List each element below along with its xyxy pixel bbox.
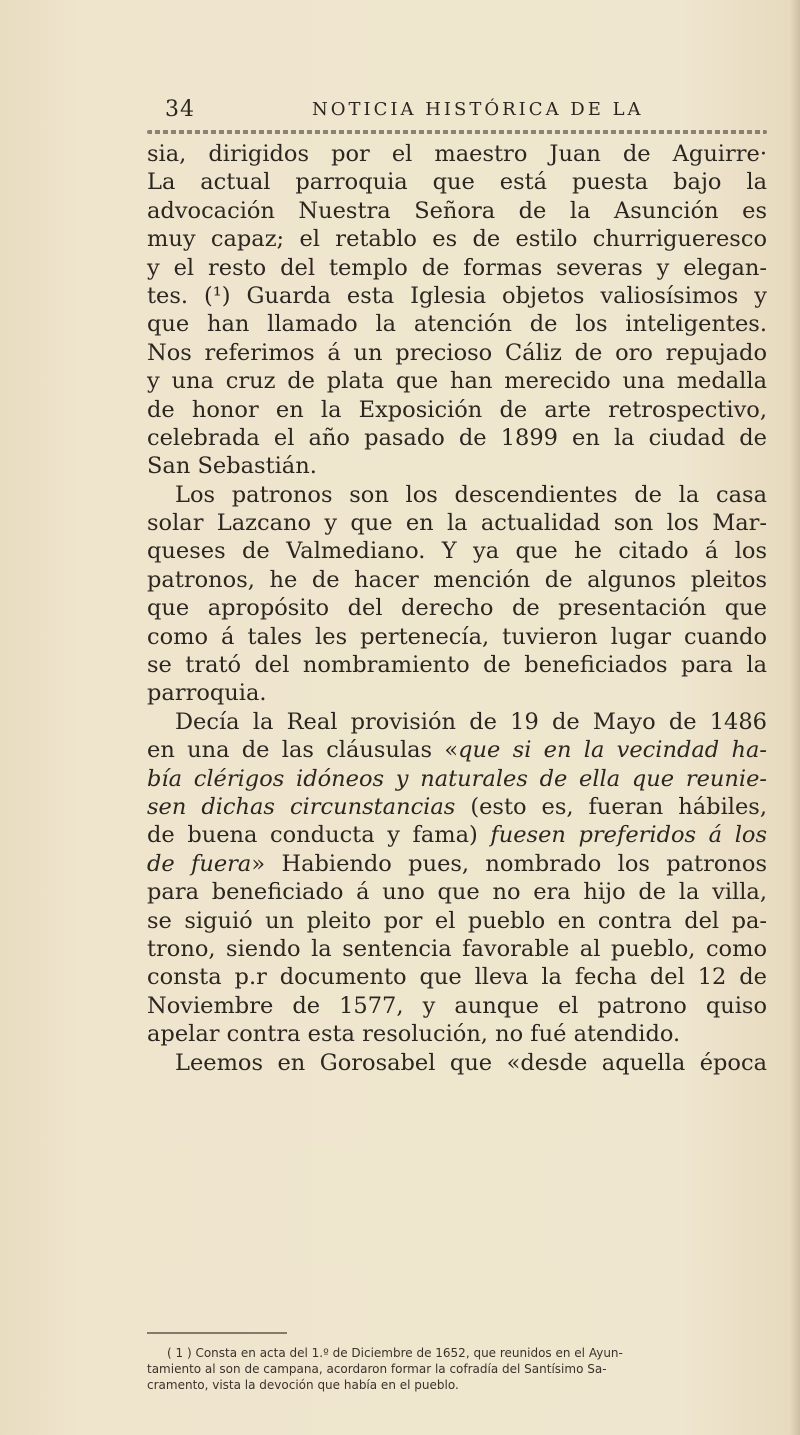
text-line: [147, 850, 767, 878]
italic-quote: fuesen preferidos á los: [490, 822, 767, 849]
italic-quote: de fuera: [147, 850, 252, 877]
text-line: parroquia.: [147, 680, 267, 707]
text-run: (esto es, fueran hábiles,: [455, 793, 767, 820]
text-line: [147, 736, 767, 764]
text-line: que han llamado la atención de los inteligentes.: [147, 311, 767, 338]
text-line: muy capaz; el retablo es de estilo churrigueresco: [147, 226, 767, 253]
header-rule: [147, 130, 767, 134]
italic-quote: bía clérigos idóneos y naturales de ella que reunie-: [147, 765, 767, 792]
text-line: La actual parroquia que está puesta bajo la: [147, 169, 767, 196]
text-line: Noviembre de 1577, y aunque el patrono quiso: [147, 992, 767, 1019]
text-line: Decía la Real provisión de 19 de Mayo de 1486: [175, 708, 767, 735]
text-run: en una de las cláusulas «: [147, 737, 459, 764]
footnote-line: ( 1 ) Consta en acta del 1.º de Diciembre de 1652, que reunidos en el Ayun-: [167, 1346, 623, 1360]
text-line: y el resto del templo de formas severas y elegan-: [147, 254, 767, 281]
page-number: 34: [165, 97, 195, 122]
text-line: Los patronos son los descendientes de la casa: [175, 481, 767, 508]
text-line: queses de Valmediano. Y ya que he citado á los: [147, 538, 767, 565]
italic-quote: que si en la vecindad ha-: [458, 737, 767, 764]
footnote-line: tamiento al son de campana, acordaron formar la cofradía del Santísimo Sa-: [147, 1362, 607, 1376]
footnote: [147, 1345, 767, 1393]
text-line: que apropósito del derecho de presentación que: [147, 595, 767, 622]
text-line: para beneficiado á uno que no era hijo de la villa,: [147, 879, 767, 906]
text-line: trono, siendo la sentencia favorable al pueblo, como: [147, 935, 767, 962]
text-line: de honor en la Exposición de arte retrospectivo,: [147, 396, 767, 423]
text-line: como á tales les pertenecía, tuvieron lugar cuando: [147, 623, 767, 650]
text-line: celebrada el año pasado de 1899 en la ciudad de: [147, 424, 767, 451]
text-line: patronos, he de hacer mención de algunos pleitos: [147, 566, 767, 593]
text-line: se trató del nombramiento de beneficiados para la: [147, 652, 767, 679]
text-line: [147, 765, 767, 793]
text-line: tes. (¹) Guarda esta Iglesia objetos valiosísimos y: [147, 282, 767, 309]
text-line: Leemos en Gorosabel que «desde aquella época: [175, 1049, 767, 1076]
running-head: [147, 97, 767, 127]
text-line: [147, 821, 767, 849]
italic-quote: sen dichas circunstancias: [147, 793, 456, 820]
text-line: solar Lazcano y que en la actualidad son los Mar-: [147, 510, 767, 537]
text-line: consta p.r documento que lleva la fecha del 12 de: [147, 964, 767, 991]
footnote-rule: [147, 1332, 287, 1334]
text-run: » Habiendo pues, nombrado los patronos: [251, 850, 767, 877]
text-line: se siguió un pleito por el pueblo en contra del pa-: [147, 907, 767, 934]
text-line: San Sebastián.: [147, 453, 317, 480]
page-edge-shadow: [790, 0, 800, 1435]
footnote-line: cramento, vista la devoción que había en el pueblo.: [147, 1378, 459, 1392]
text-run: de buena conducta y fama): [147, 822, 491, 849]
body-text: [147, 140, 767, 1077]
text-line: advocación Nuestra Señora de la Asunción es: [147, 197, 767, 224]
text-line: y una cruz de plata que han merecido una medalla: [147, 368, 767, 395]
running-title: NOTICIA HISTÓRICA DE LA: [312, 99, 644, 120]
text-line: [147, 793, 767, 821]
text-line: Nos referimos á un precioso Cáliz de oro repujado: [147, 339, 767, 366]
text-line: sia, dirigidos por el maestro Juan de Aguirre·: [147, 141, 767, 167]
text-line: apelar contra esta resolución, no fué atendido.: [147, 1021, 681, 1048]
